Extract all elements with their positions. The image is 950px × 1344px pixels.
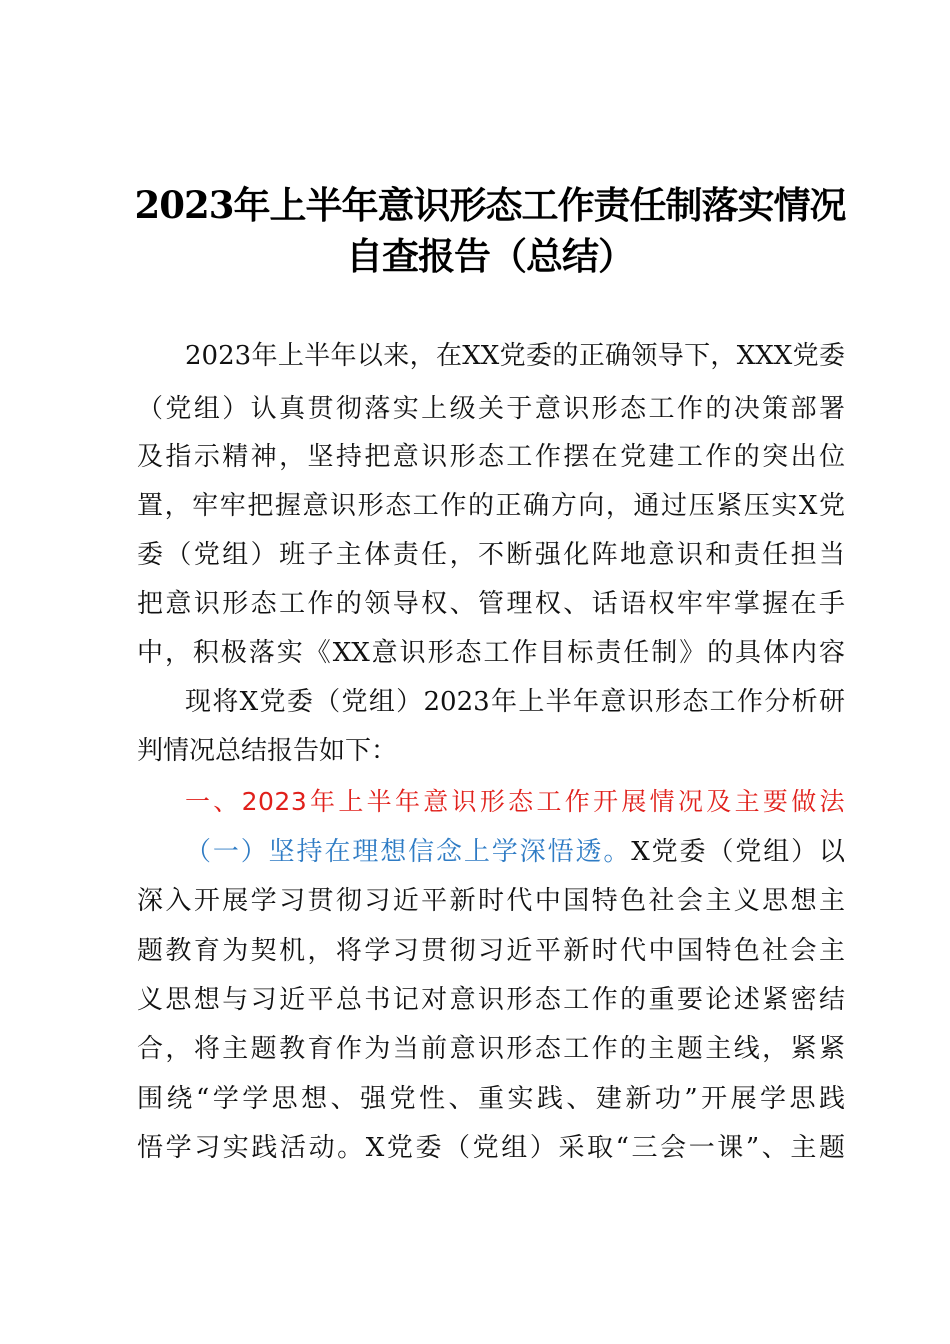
paragraph-1-line-4: 置，牢牢把握意识形态工作的正确方向，通过压紧压实X党 xyxy=(137,491,845,521)
subsection-1-first-line xyxy=(185,832,845,872)
subsection-1-first-line-text: X党委（党组）以 xyxy=(631,837,845,867)
subsection-1-line-6: 围绕“学学思想、强党性、重实践、建新功”开展学思践 xyxy=(137,1084,845,1114)
paragraph-2-line-2: 判情况总结报告如下： xyxy=(137,736,398,766)
paragraph-2-line-1: 现将X党委（党组）2023年上半年意识形态工作分析研 xyxy=(185,687,845,717)
paragraph-1-line-7: 中，积极落实《XX意识形态工作目标责任制》的具体内容 xyxy=(137,638,845,668)
section-1-heading: 一、2023年上半年意识形态工作开展情况及主要做法 xyxy=(185,787,845,816)
document-title-line-2: 自查报告（总结） xyxy=(346,234,634,278)
subsection-1-line-7: 悟学习实践活动。X党委（党组）采取“三会一课”、主题 xyxy=(137,1133,845,1163)
paragraph-1-line-2: （党组）认真贯彻落实上级关于意识形态工作的决策部署 xyxy=(137,394,845,424)
paragraph-1-line-6: 把意识形态工作的领导权、管理权、话语权牢牢掌握在手 xyxy=(137,589,845,619)
document-title-line-1: 2023年上半年意识形态工作责任制落实情况 xyxy=(134,183,846,227)
subsection-1-line-2: 深入开展学习贯彻习近平新时代中国特色社会主义思想主 xyxy=(137,886,845,916)
paragraph-1-line-3: 及指示精神，坚持把意识形态工作摆在党建工作的突出位 xyxy=(137,442,845,472)
paragraph-1-line-5: 委（党组）班子主体责任，不断强化阵地意识和责任担当 xyxy=(137,540,845,570)
subsection-1-line-3: 题教育为契机，将学习贯彻习近平新时代中国特色社会主 xyxy=(137,936,845,966)
paragraph-1-line-1: 2023年上半年以来，在XX党委的正确领导下，XXX党委 xyxy=(185,341,845,371)
subsection-1-heading: （一）坚持在理想信念上学深悟透。 xyxy=(185,837,632,867)
subsection-1-line-5: 合，将主题教育作为当前意识形态工作的主题主线，紧紧 xyxy=(137,1034,845,1064)
subsection-1-line-4: 义思想与习近平总书记对意识形态工作的重要论述紧密结 xyxy=(137,985,845,1015)
